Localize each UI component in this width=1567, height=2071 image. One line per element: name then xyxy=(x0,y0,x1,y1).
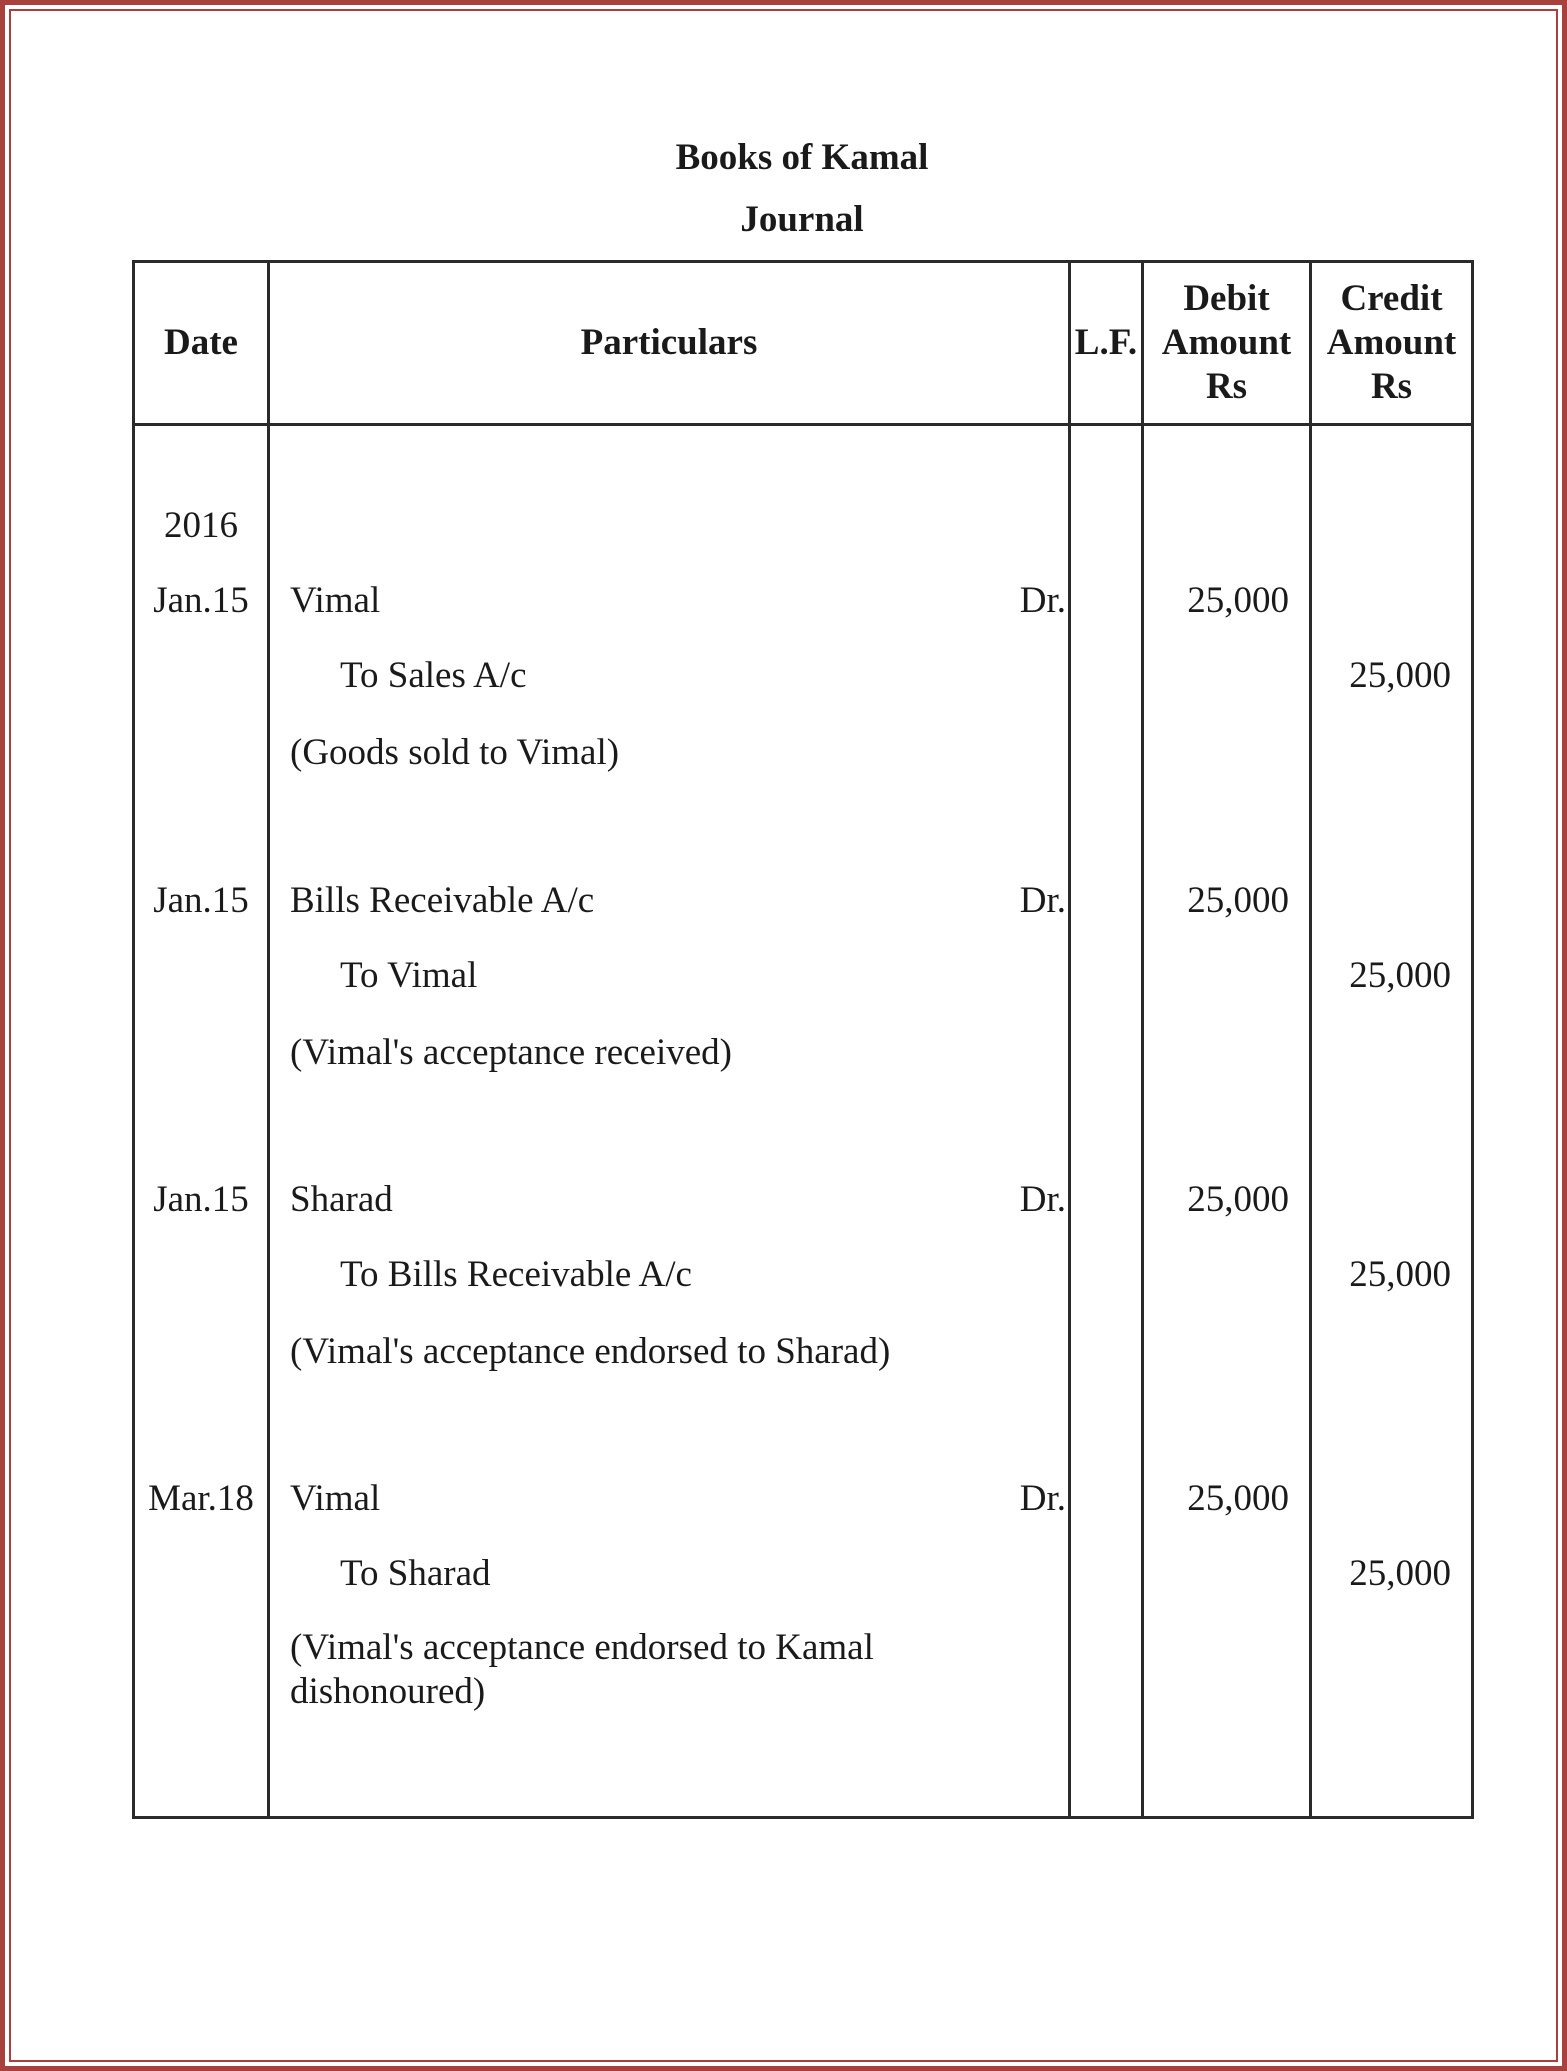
header-credit-line: Rs xyxy=(1370,366,1413,407)
credit-column xyxy=(1311,425,1473,1818)
entry-date: Mar.18 xyxy=(148,1478,254,1519)
credit-amount: 25,000 xyxy=(1349,1553,1451,1594)
credit-account: To Vimal xyxy=(340,955,478,996)
debit-account: Vimal xyxy=(290,580,381,621)
credit-amount: 25,000 xyxy=(1349,655,1451,696)
debit-amount: 25,000 xyxy=(1187,880,1289,921)
credit-account: To Sharad xyxy=(340,1553,491,1594)
journal-body-row xyxy=(134,425,1473,1818)
journal-table xyxy=(132,260,1474,1819)
date-column xyxy=(134,425,269,1818)
journal-title: Journal xyxy=(740,199,864,240)
debit-amount: 25,000 xyxy=(1187,1478,1289,1519)
debit-amount: 25,000 xyxy=(1187,1179,1289,1220)
lf-column xyxy=(1070,425,1143,1818)
dr-marker: Dr. xyxy=(1019,880,1066,921)
header-date: Date xyxy=(134,262,269,425)
header-lf: L.F. xyxy=(1070,262,1143,425)
header-particulars: Particulars xyxy=(269,262,1070,425)
header-debit-amount xyxy=(1143,262,1311,425)
debit-column xyxy=(1143,425,1311,1818)
debit-account: Sharad xyxy=(290,1179,393,1220)
header-credit-line: Amount xyxy=(1326,322,1457,363)
debit-account: Vimal xyxy=(290,1478,381,1519)
year-label: 2016 xyxy=(164,505,238,546)
narration: (Vimal's acceptance endorsed to Kamal dishonoured) xyxy=(290,1627,874,1712)
book-title: Books of Kamal xyxy=(675,137,929,178)
credit-amount: 25,000 xyxy=(1349,1254,1451,1295)
header-row xyxy=(134,262,1473,425)
dr-marker: Dr. xyxy=(1019,1478,1066,1519)
particulars-column xyxy=(269,425,1070,1818)
entry-date: Jan.15 xyxy=(153,880,249,921)
narration: (Vimal's acceptance endorsed to Sharad) xyxy=(290,1331,891,1372)
credit-amount: 25,000 xyxy=(1349,955,1451,996)
header-debit-line: Debit xyxy=(1183,278,1270,319)
header-debit-line: Amount xyxy=(1161,322,1292,363)
dr-marker: Dr. xyxy=(1019,580,1066,621)
dr-marker: Dr. xyxy=(1019,1179,1066,1220)
debit-amount: 25,000 xyxy=(1187,580,1289,621)
credit-account: To Sales A/c xyxy=(340,655,527,696)
entry-date: Jan.15 xyxy=(153,580,249,621)
narration: (Vimal's acceptance received) xyxy=(290,1032,732,1073)
entry-date: Jan.15 xyxy=(153,1179,249,1220)
header-credit-amount xyxy=(1311,262,1473,425)
header-credit-line: Credit xyxy=(1340,278,1443,319)
narration: (Goods sold to Vimal) xyxy=(290,732,620,773)
credit-account: To Bills Receivable A/c xyxy=(340,1254,692,1295)
header-debit-line: Rs xyxy=(1205,366,1248,407)
debit-account: Bills Receivable A/c xyxy=(290,880,595,921)
